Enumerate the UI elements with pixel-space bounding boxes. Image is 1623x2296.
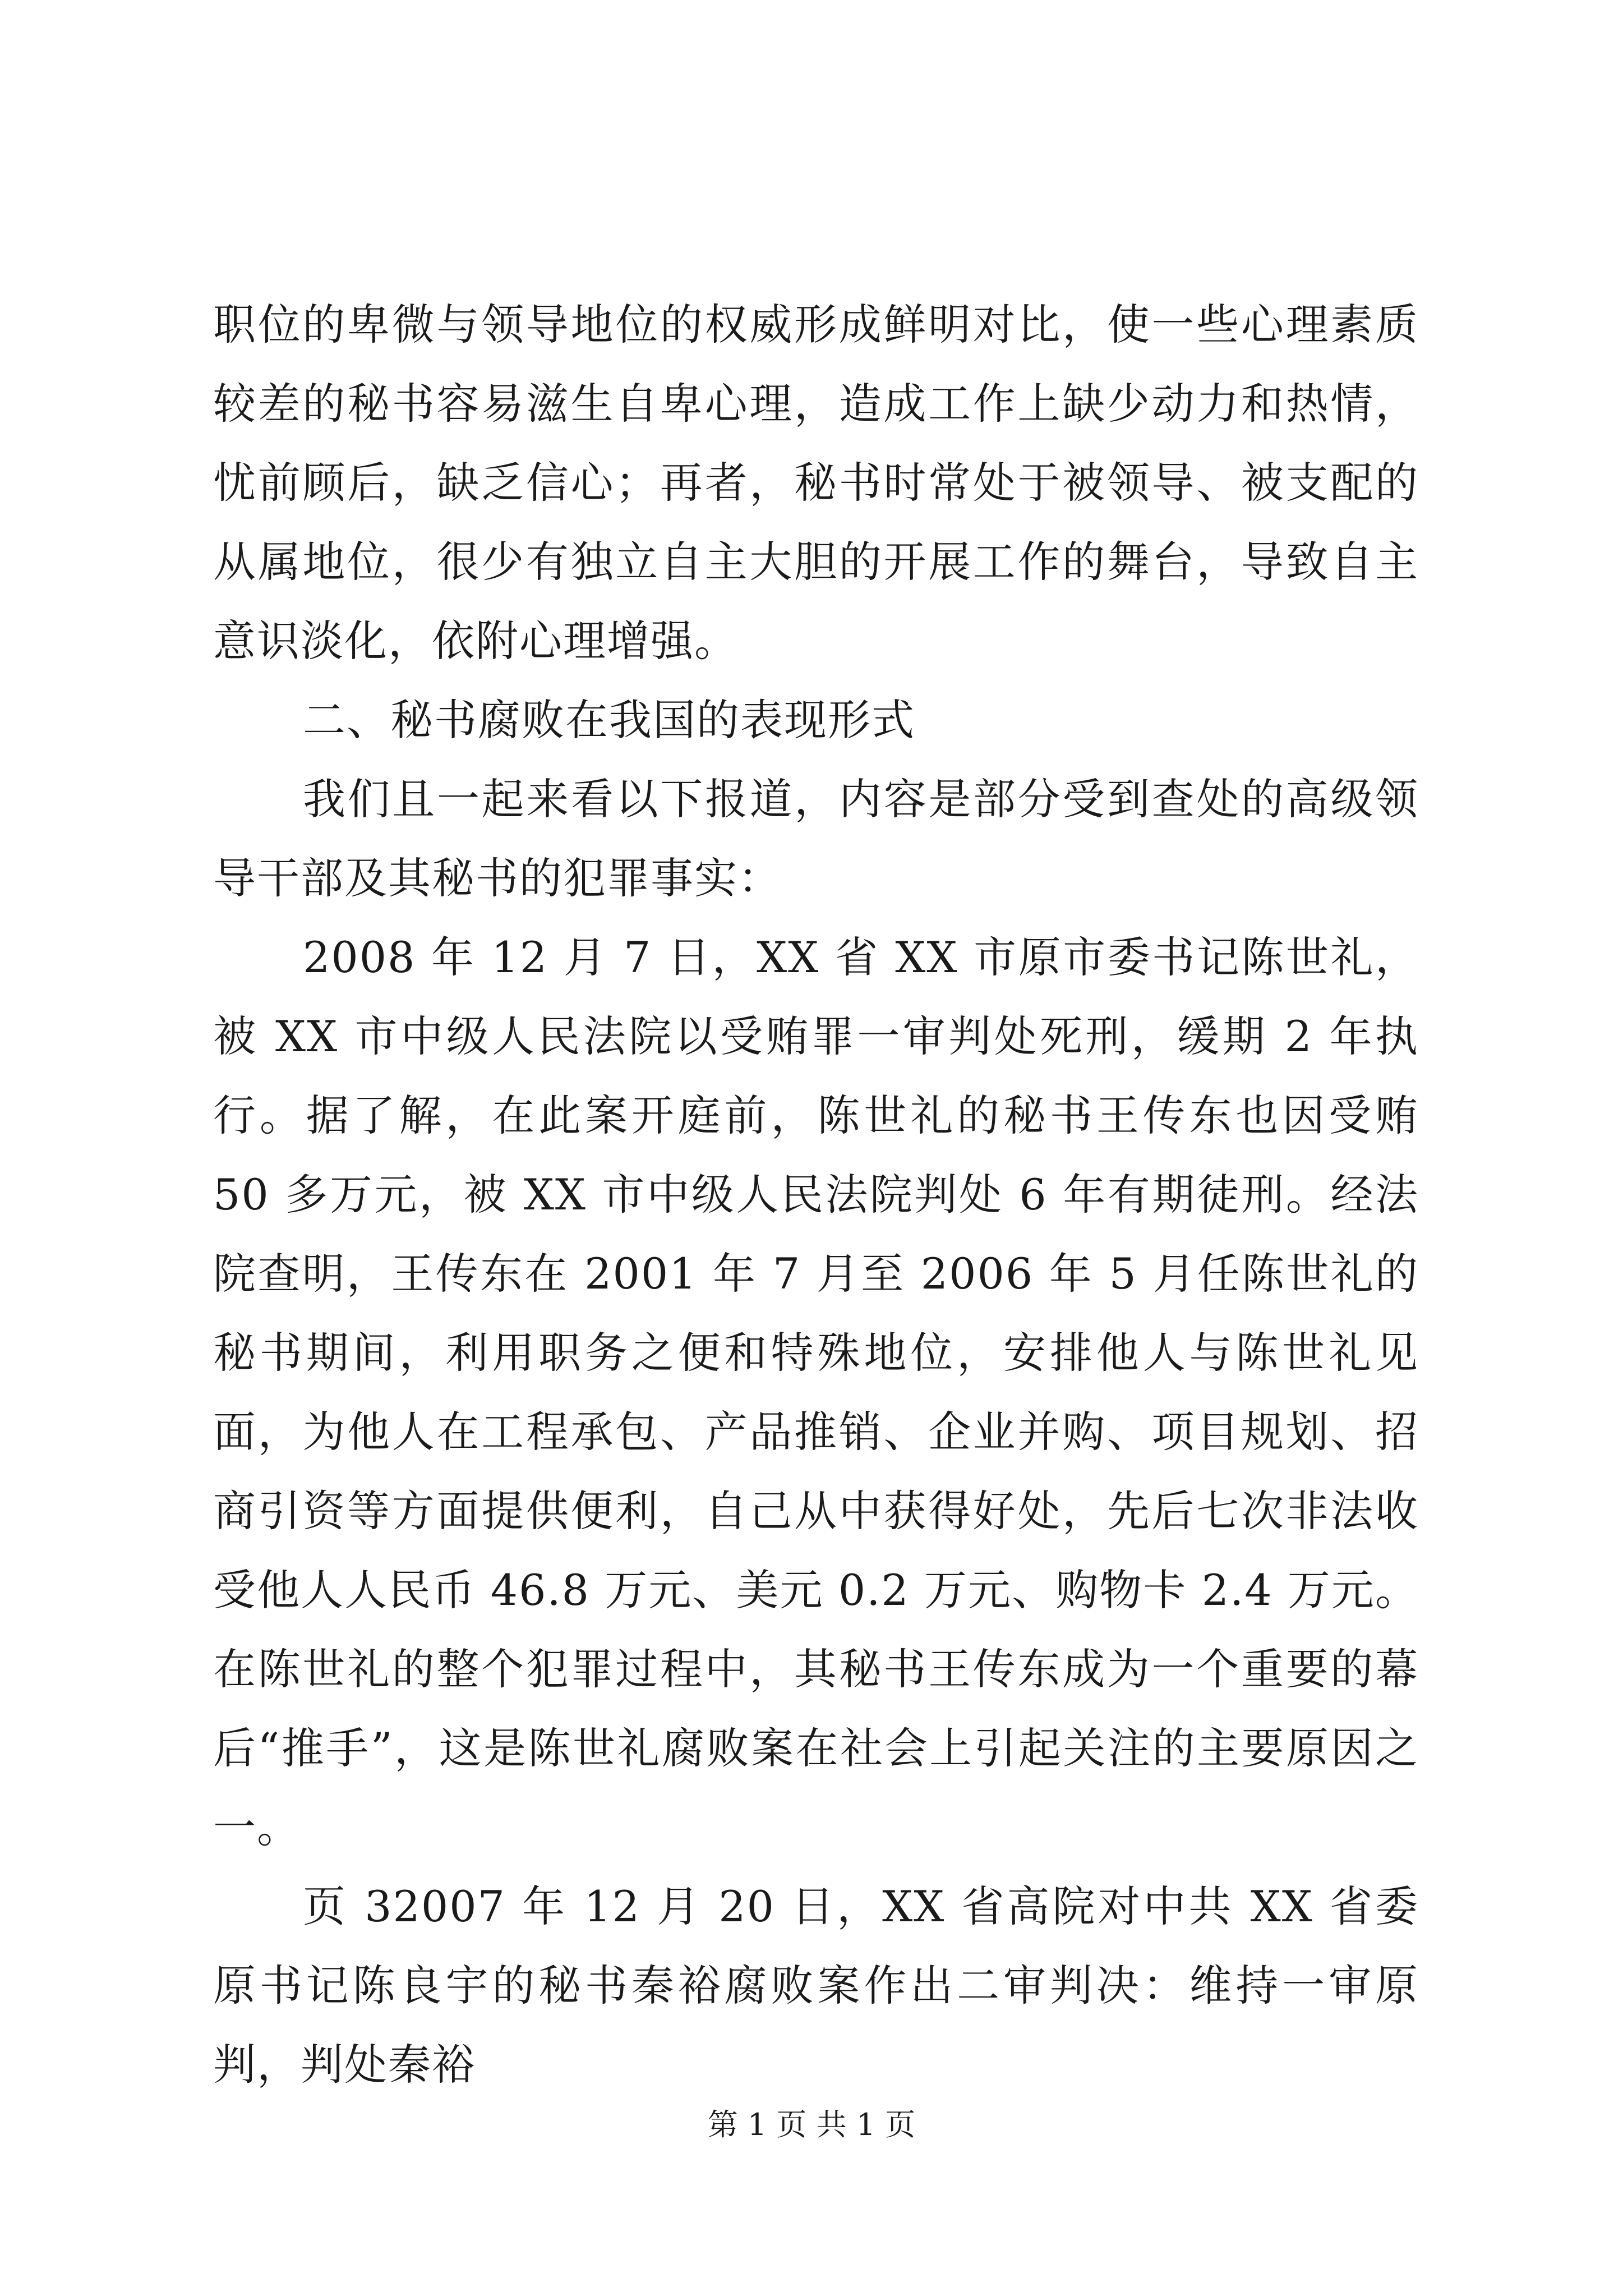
section-heading: 二、秘书腐败在我国的表现形式 xyxy=(303,695,915,745)
page-footer: 第 1 页 共 1 页 xyxy=(707,2107,916,2142)
paragraph: 职位的卑微与领导地位的权威形成鲜明对比，使一些心理素质较差的秘书容易滋生自卑心理，造成工作上缺少动力和热情，忧前顾后，缺乏信心；再者，秘书时常处于被领导、被支配的从属地位，很少有独立自主大胆的开展工作的舞台，导致自主意识淡化，依附心理增强。 xyxy=(213,300,1419,666)
paragraph: 2008 年 12 月 7 日，XX 省 XX 市原市委书记陈世礼，被 XX 市中级人民法院以受贿罪一审判处死刑，缓期 2 年执行。据了解，在此案开庭前，陈世礼的秘书王传东也因受贿 50 多万元，被 XX 市中级人民法院判处 6 年有期徒刑。经法院查明，王传东在 2001 年 7 月至 2006 年 5 月任陈世礼的秘书期间，利用职务之便和特殊地位，安排他人与陈世礼见面，为他人在工程承包、产品推销、企业并购、项目规划、招商引资等方面提供便利，自己从中获得好处，先后七次非法收受他人人民币 46.8 万元、美元 0.2 万元、购物卡 2.4 万元。在陈世礼的整个犯罪过程中，其秘书王传东成为一个重要的幕后“推手”，这是陈世礼腐败案在社会上引起关注的主要原因之一。 xyxy=(213,932,1419,1852)
document-body xyxy=(213,285,1419,2104)
paragraph: 我们且一起来看以下报道，内容是部分受到查处的高级领导干部及其秘书的犯罪事实： xyxy=(213,774,1419,903)
paragraph: 页 32007 年 12 月 20 日，XX 省高院对中共 XX 省委原书记陈良宇的秘书秦裕腐败案作出二审判决：维持一审原判，判处秦裕 xyxy=(213,1881,1419,2090)
